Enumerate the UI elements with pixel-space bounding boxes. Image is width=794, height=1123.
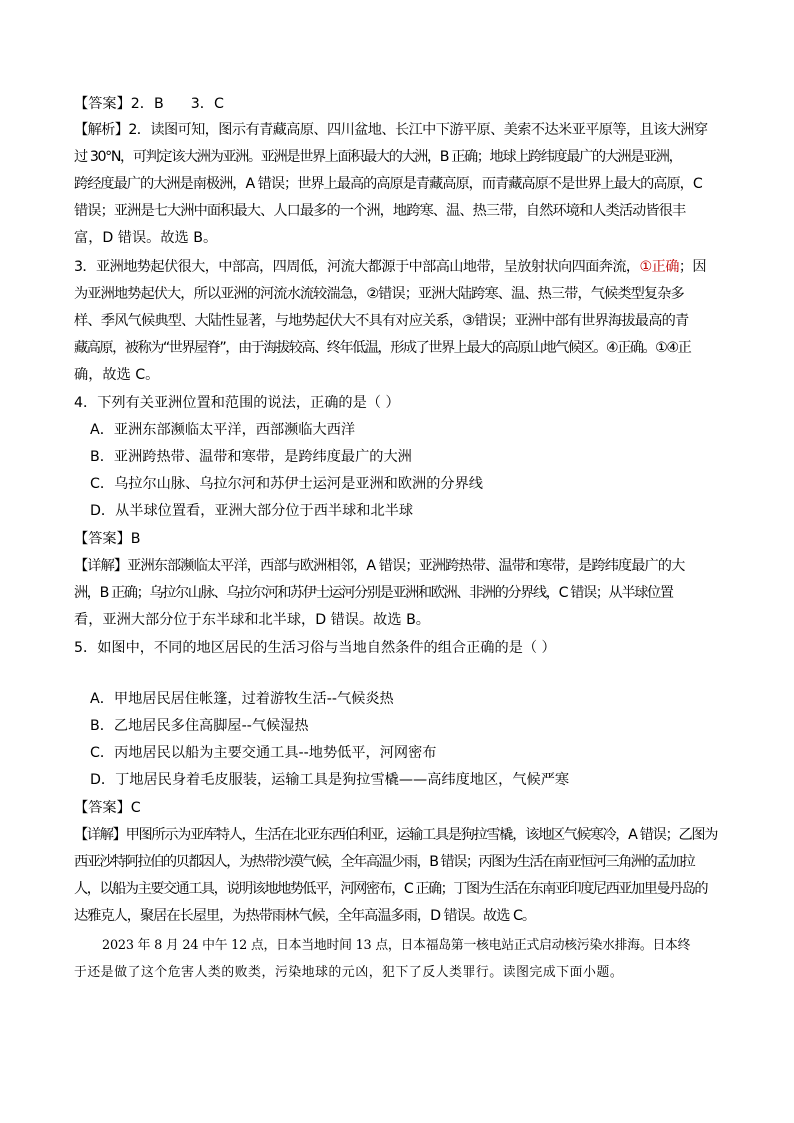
correct-mark: ①正确 [639, 259, 679, 275]
analysis-line-5: 富，D 错误。故选 B。 [74, 230, 218, 246]
q5-answer: 【答案】C [74, 800, 141, 816]
q5-stem: 5．如图中，不同的地区居民的生活习俗与当地自然条件的组合正确的是（ ） [74, 640, 556, 656]
answer-line-q2-q3 [74, 94, 224, 114]
q5-option-a: A．甲地居民居住帐篷，过着游牧生活--气候炎热 [90, 691, 394, 707]
analysis-line-1: 【解析】2．读图可知，图示有青藏高原、四川盆地、长江中下游平原、美索不达米亚平原等，且该大洲穿 [74, 122, 708, 138]
q4-option-d: D．从半球位置看，亚洲大部分位于西半球和北半球 [90, 503, 414, 519]
q5-detail-line-1: 【详解】甲图所示为亚库特人，生活在北亚东西伯利亚，运输工具是狗拉雪橇，该地区气候寒冷，A 错误；乙图为 [74, 827, 718, 843]
analysis-line-2: 过 30°N，可判定该大洲为亚洲。亚洲是世界上面积最大的大洲，B 正确；地球上跨纬度最广的大洲是亚洲， [74, 149, 682, 165]
q5-detail-line-3: 人，以船为主要交通工具，说明该地地势低平，河网密布，C 正确；丁图为生活在东南亚印度尼西亚加里曼丹岛的 [74, 881, 708, 897]
q4-stem: 4．下列有关亚洲位置和范围的说法，正确的是（ ） [74, 395, 400, 411]
q5-detail-line-2: 西亚沙特阿拉伯的贝都因人，为热带沙漠气候，全年高温少雨，B 错误；丙图为生活在南亚恒河三角洲的孟加拉 [74, 854, 695, 870]
q4-option-b: B．亚洲跨热带、温带和寒带，是跨纬度最广的大洲 [90, 449, 412, 465]
q5-option-d: D．丁地居民身着毛皮服装，运输工具是狗拉雪橇——高纬度地区，气候严寒 [90, 772, 570, 788]
analysis-line-3: 跨经度最广的大洲是南极洲，A 错误；世界上最高的高原是青藏高原，而青藏高原不是世界上最大的高原，C [74, 176, 702, 192]
q3-analysis-line-2: 为亚洲地势起伏大，所以亚洲的河流水流较湍急，②错误；亚洲大陆跨寒、温、热三带，气候类型复杂多 [74, 286, 684, 302]
q3-analysis-line-1: 3．亚洲地势起伏很大，中部高，四周低，河流大都源于中部高山地带，呈放射状向四面奔流，①正确；因 [74, 259, 707, 275]
q5-detail-line-4: 达雅克人，聚居在长屋里，为热带雨林气候，全年高温多雨，D 错误。故选 C。 [74, 908, 536, 924]
analysis-line-4: 错误；亚洲是七大洲中面积最大、人口最多的一个洲，地跨寒、温、热三带，自然环境和人类活动皆很丰 [74, 203, 686, 219]
q4-detail-line-1: 【详解】亚洲东部濒临太平洋，西部与欧洲相邻，A 错误；亚洲跨热带、温带和寒带，是跨纬度最广的大 [74, 558, 685, 574]
q4-option-a: A．亚洲东部濒临太平洋，西部濒临大西洋 [90, 422, 356, 438]
q4-detail-line-2: 洲，B 正确；乌拉尔山脉、乌拉尔河和苏伊士运河分别是亚洲和欧洲、非洲的分界线，C 错误；从半球位置 [74, 585, 673, 601]
q4-detail-line-3: 看，亚洲大部分位于东半球和北半球，D 错误。故选 B。 [74, 612, 430, 628]
q5-option-c: C．丙地居民以船为主要交通工具--地势低平，河网密布 [90, 745, 437, 761]
passage-line-1: 2023 年 8 月 24 中午 12 点，日本当地时间 13 点，日本福岛第一核电站正式启动核污染水排海。日本终 [102, 938, 691, 953]
answer-text: 2．B 3．C [130, 96, 224, 112]
answer-tag: 【答案】 [74, 96, 131, 112]
passage-line-2: 于还是做了这个危害人类的败类，污染地球的元凶，犯下了反人类罪行。读图完成下面小题。 [74, 965, 624, 980]
q3-analysis-line-3: 样、季风气候典型、大陆性显著，与地势起伏大不具有对应关系，③错误；亚洲中部有世界海拔最高的青 [74, 313, 689, 329]
q3-analysis-line-5: 确，故选 C。 [74, 367, 160, 383]
q5-option-b: B．乙地居民多住高脚屋--气候湿热 [90, 718, 309, 734]
analysis-tag: 【解析】 [74, 122, 129, 138]
q4-answer: 【答案】B [74, 531, 141, 547]
q3-analysis-line-4: 藏高原，被称为“世界屋脊”，由于海拔较高、终年低温，形成了世界上最大的高原山地气候区。④正确。①④正 [74, 340, 691, 356]
q4-option-c: C．乌拉尔山脉、乌拉尔河和苏伊士运河是亚洲和欧洲的分界线 [90, 476, 483, 492]
